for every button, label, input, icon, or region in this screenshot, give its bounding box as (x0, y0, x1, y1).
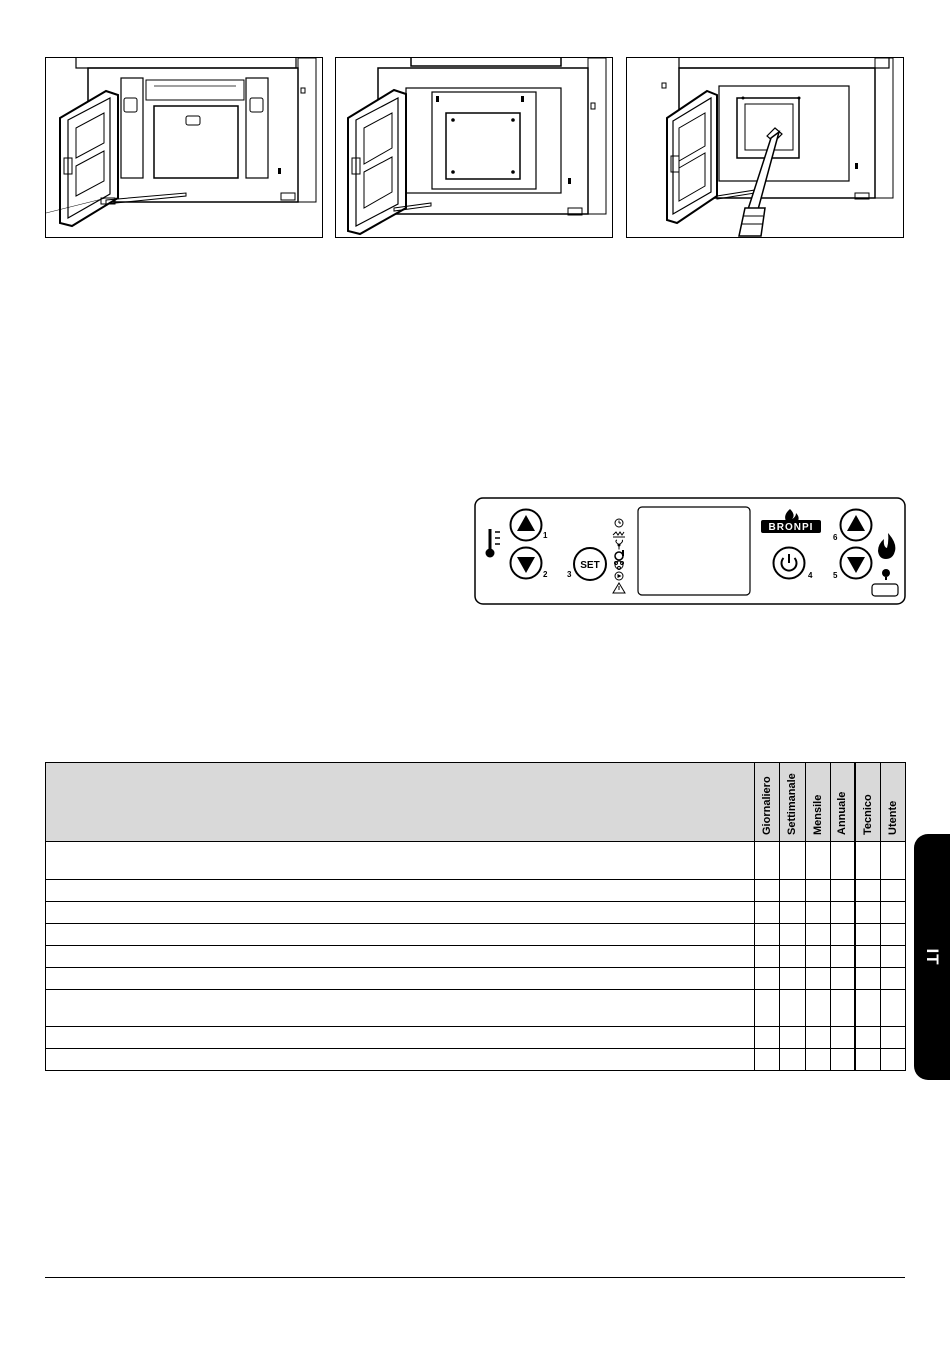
table-row (46, 1049, 906, 1071)
check-cell (805, 990, 830, 1027)
table-row (46, 946, 906, 968)
check-cell (780, 902, 805, 924)
check-cell (830, 946, 855, 968)
check-cell (855, 880, 880, 902)
check-cell (855, 902, 880, 924)
control-panel-diagram (474, 497, 906, 605)
column-header-settimanale: Settimanale (780, 763, 805, 842)
check-cell (830, 968, 855, 990)
check-cell (780, 1049, 805, 1071)
check-cell (880, 990, 905, 1027)
table-row (46, 842, 906, 880)
figure-stove-vacuum-cleaning (626, 57, 904, 238)
task-cell (46, 1049, 755, 1071)
stove-illustration-1 (46, 58, 322, 237)
set-button[interactable] (574, 548, 606, 580)
table-header-row (46, 763, 906, 842)
check-cell (855, 1027, 880, 1049)
check-cell (880, 842, 905, 880)
check-cell (755, 946, 780, 968)
check-cell (755, 902, 780, 924)
footer-divider (45, 1277, 905, 1278)
check-cell (780, 1027, 805, 1049)
column-header-annuale: Annuale (830, 763, 855, 842)
check-cell (830, 990, 855, 1027)
column-header-giornaliero: Giornaliero (755, 763, 780, 842)
check-cell (805, 1027, 830, 1049)
button-number-6: 6 (833, 533, 838, 542)
check-cell (755, 990, 780, 1027)
check-cell (805, 880, 830, 902)
check-cell (755, 1049, 780, 1071)
table-row (46, 902, 906, 924)
language-label: IT (923, 948, 942, 966)
figure-stove-inspection-plate (335, 57, 613, 238)
column-header-utente: Utente (880, 763, 905, 842)
maintenance-table (45, 762, 906, 1071)
table-row (46, 924, 906, 946)
column-header-mensile: Mensile (805, 763, 830, 842)
check-cell (880, 946, 905, 968)
check-cell (880, 880, 905, 902)
lcd-display (638, 507, 750, 595)
check-cell (805, 842, 830, 880)
check-cell (880, 1049, 905, 1071)
language-tab (914, 834, 950, 1080)
check-cell (855, 968, 880, 990)
check-cell (780, 968, 805, 990)
stove-illustration-3 (627, 58, 903, 237)
task-cell (46, 924, 755, 946)
check-cell (755, 968, 780, 990)
task-header-cell (46, 763, 755, 842)
button-number-3: 3 (567, 570, 572, 579)
table-row (46, 990, 906, 1027)
table-row (46, 880, 906, 902)
task-cell (46, 842, 755, 880)
check-cell (755, 1027, 780, 1049)
task-cell (46, 1027, 755, 1049)
check-cell (855, 990, 880, 1027)
brand-name: BRONPI (768, 522, 814, 533)
check-cell (830, 880, 855, 902)
check-cell (780, 842, 805, 880)
check-cell (805, 1049, 830, 1071)
control-panel (474, 497, 906, 605)
table-row (46, 968, 906, 990)
button-number-1: 1 (543, 531, 548, 540)
check-cell (755, 924, 780, 946)
check-cell (805, 924, 830, 946)
table-row (46, 1027, 906, 1049)
check-cell (880, 902, 905, 924)
check-cell (830, 1049, 855, 1071)
button-number-5: 5 (833, 571, 838, 580)
check-cell (880, 968, 905, 990)
power-level-up-button[interactable] (841, 510, 872, 541)
task-cell (46, 880, 755, 902)
check-cell (830, 924, 855, 946)
check-cell (830, 902, 855, 924)
check-cell (880, 924, 905, 946)
check-cell (830, 842, 855, 880)
set-button-label: SET (580, 560, 600, 571)
check-cell (805, 968, 830, 990)
check-cell (755, 842, 780, 880)
check-cell (780, 990, 805, 1027)
figure-stove-ash-drawer (45, 57, 323, 238)
button-number-2: 2 (543, 570, 548, 579)
power-level-down-button[interactable] (841, 548, 872, 579)
check-cell (830, 1027, 855, 1049)
stove-illustration-2 (336, 58, 612, 237)
task-cell (46, 968, 755, 990)
task-cell (46, 902, 755, 924)
check-cell (755, 880, 780, 902)
check-cell (805, 946, 830, 968)
temperature-up-button[interactable] (511, 510, 542, 541)
check-cell (855, 946, 880, 968)
check-cell (780, 924, 805, 946)
temperature-down-button[interactable] (511, 548, 542, 579)
task-cell (46, 946, 755, 968)
check-cell (780, 880, 805, 902)
check-cell (855, 924, 880, 946)
power-button[interactable] (774, 548, 805, 579)
task-cell (46, 990, 755, 1027)
button-number-4: 4 (808, 571, 813, 580)
check-cell (780, 946, 805, 968)
aux-button[interactable] (872, 584, 898, 596)
check-cell (855, 842, 880, 880)
check-cell (855, 1049, 880, 1071)
check-cell (880, 1027, 905, 1049)
check-cell (805, 902, 830, 924)
column-header-tecnico: Tecnico (855, 763, 880, 842)
